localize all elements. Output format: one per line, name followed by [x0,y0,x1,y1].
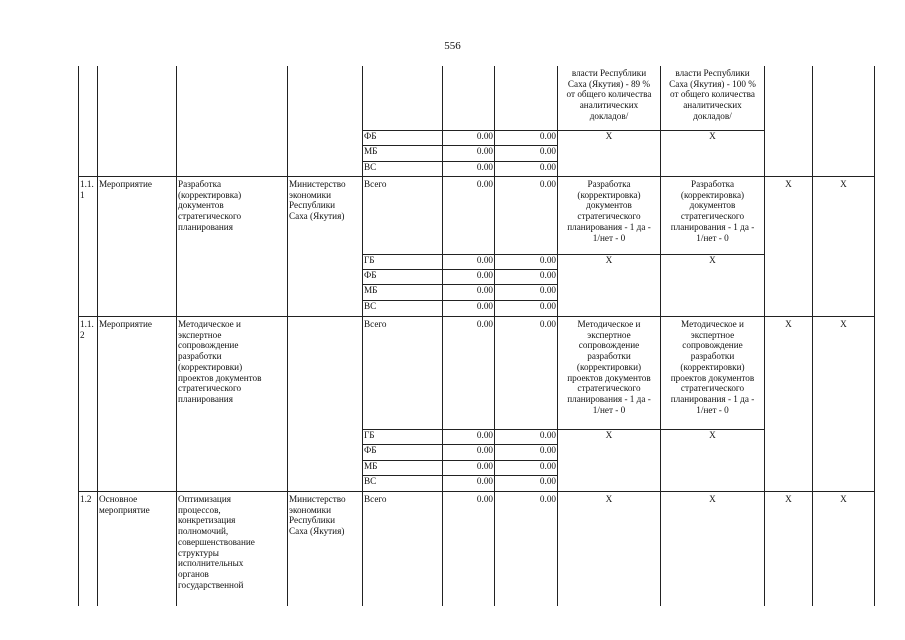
funding-value: 0.00 [476,162,493,172]
grid-line [78,66,79,606]
funding-value: 0.00 [476,146,493,156]
page-number: 556 [444,40,461,52]
funding-source-label: ГБ [364,255,375,265]
funding-value: 0.00 [539,270,556,280]
funding-value: 0.00 [539,162,556,172]
row-number: 1.1. 2 [80,319,94,340]
funding-value: 0.00 [476,476,493,486]
funding-source-label: Всего [364,494,387,504]
funding-source-label: Всего [364,319,387,329]
indicator-cell: Методическое и экспертное сопровождение разработки (корректировки) проектов документов стратегического планирования - 1 да - 1/нет - 0 [670,319,755,415]
x-mark: X [605,494,613,504]
funding-value: 0.00 [539,131,556,141]
row-number: 1.2 [80,494,92,504]
indicator-cell: власти Республики Саха (Якутия) - 100 % от общего количества аналитических докладов/ [669,68,756,121]
funding-source-label: ГБ [364,430,375,440]
funding-source-label: ВС [364,301,377,311]
x-mark: X [709,494,716,504]
funding-value: 0.00 [476,131,493,141]
funding-value: 0.00 [539,285,556,295]
funding-value: 0.00 [539,319,556,329]
funding-value: 0.00 [476,445,493,455]
row-name: Методическое и экспертное сопровождение разработки (корректировки) проектов документов стратегического планирования [178,319,262,404]
funding-source-label: ФБ [364,445,377,455]
x-mark: X [605,430,613,440]
funding-value: 0.00 [539,146,556,156]
x-mark: X [709,430,716,440]
funding-value: 0.00 [539,430,556,440]
row-type: Основное мероприятие [99,494,150,515]
row-name: Оптимизация процессов, конкретизация полномочий, совершенствование структуры исполнительных органов государственной [178,494,255,590]
indicator-cell: Разработка (корректировка) документов стратегического планирования - 1 да - 1/нет - 0 [567,179,651,243]
grid-line [176,66,177,606]
row-type: Мероприятие [99,179,152,189]
row-name: Разработка (корректировка) документов стратегического планирования [178,179,242,232]
funding-source-label: ФБ [364,131,377,141]
row-executor: Министерство экономики Республики Саха (Якутия) [289,494,346,537]
funding-source-label: МБ [364,461,378,471]
funding-value: 0.00 [539,494,556,504]
funding-value: 0.00 [476,430,493,440]
funding-source-label: ФБ [364,270,377,280]
grid-line [812,66,813,606]
row-executor: Министерство экономики Республики Саха (Якутия) [289,179,346,222]
indicator-cell: власти Республики Саха (Якутия) - 89 % от общего количества аналитических докладов/ [566,68,652,121]
funding-value: 0.00 [476,179,493,189]
funding-source-label: МБ [364,146,378,156]
x-mark: X [840,319,847,329]
funding-value: 0.00 [539,301,556,311]
row-type: Мероприятие [99,319,152,329]
funding-value: 0.00 [476,285,493,295]
funding-value: 0.00 [476,494,493,504]
x-mark: X [709,131,716,141]
x-mark: X [785,319,792,329]
grid-line [874,66,875,606]
indicator-cell: Разработка (корректировка) документов стратегического планирования - 1 да - 1/нет - 0 [670,179,755,243]
funding-source-label: Всего [364,179,387,189]
funding-value: 0.00 [539,179,556,189]
funding-value: 0.00 [476,301,493,311]
x-mark: X [709,255,716,265]
grid-line [78,176,875,177]
funding-source-label: ВС [364,476,377,486]
funding-value: 0.00 [476,255,493,265]
grid-line [78,316,875,317]
grid-line [97,66,98,606]
funding-source-label: МБ [364,285,378,295]
x-mark: X [605,255,613,265]
x-mark: X [785,494,792,504]
grid-line [78,491,875,492]
grid-line [764,66,765,606]
x-mark: X [840,494,847,504]
funding-value: 0.00 [539,445,556,455]
funding-value: 0.00 [539,255,556,265]
funding-source-label: ВС [364,162,377,172]
funding-value: 0.00 [476,270,493,280]
row-number: 1.1. 1 [80,179,94,200]
funding-value: 0.00 [539,461,556,471]
funding-value: 0.00 [476,461,493,471]
grid-line [362,66,363,606]
x-mark: X [840,179,847,189]
indicator-cell: Методическое и экспертное сопровождение разработки (корректировки) проектов документов стратегического планирования - 1 да - 1/нет - 0 [567,319,651,415]
funding-value: 0.00 [476,319,493,329]
funding-value: 0.00 [539,476,556,486]
x-mark: X [605,131,613,141]
x-mark: X [785,179,792,189]
grid-line [287,66,288,606]
